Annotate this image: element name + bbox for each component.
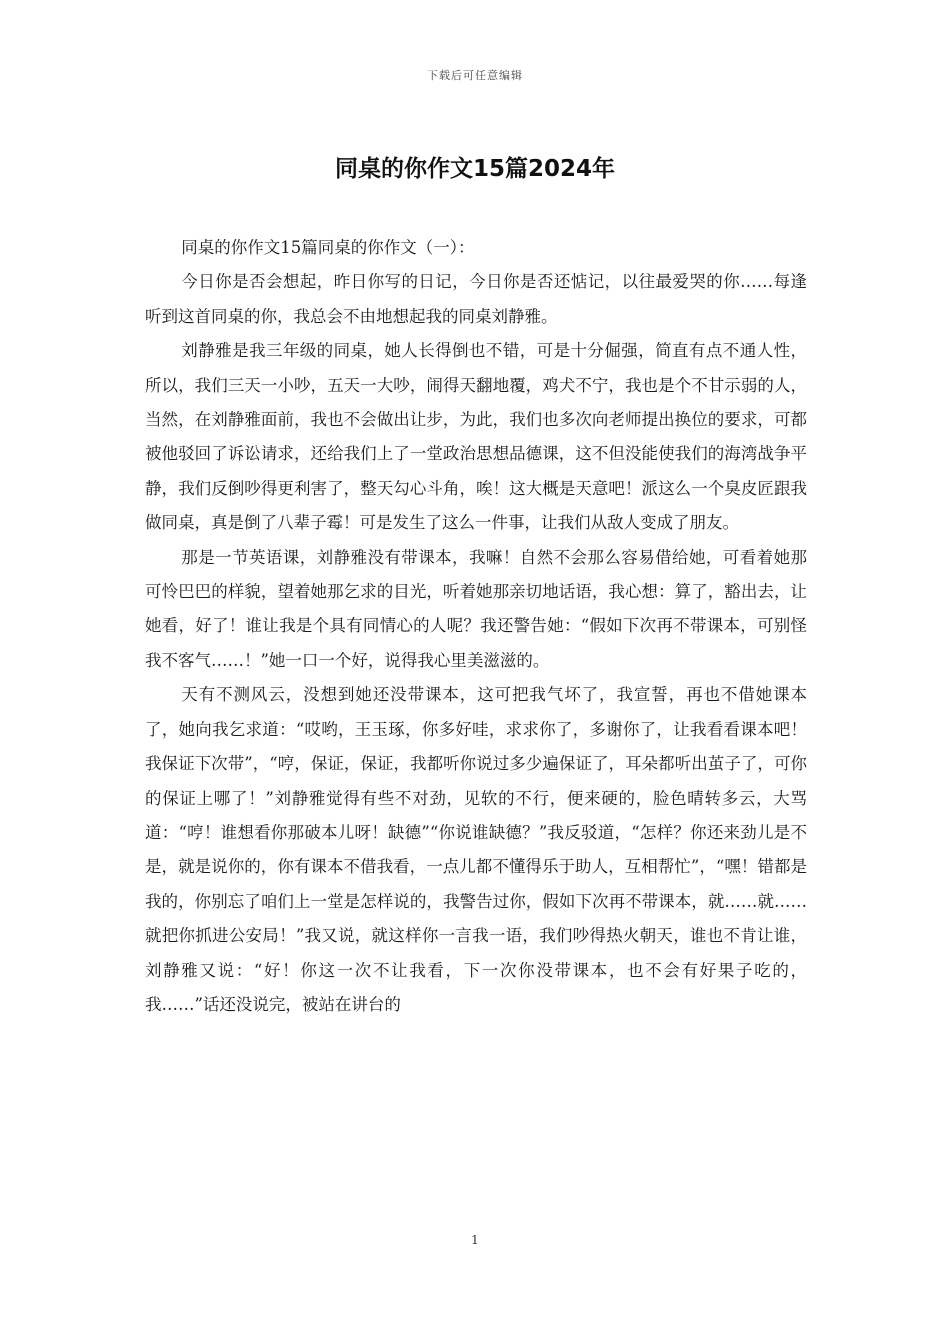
- paragraph: 天有不测风云，没想到她还没带课本，这可把我气坏了，我宣誓，再也不借她课本了，她向我乞求道：“哎哟，王玉琢，你多好哇，求求你了，多谢你了，让我看看课本吧！我保证下次带”，“哼，保证，保证，我都听你说过多少遍保证了，耳朵都听出茧子了，可你的保证上哪了！”刘静雅觉得有些不对劲，见软的不行，便来硬的，脸色晴转多云，大骂道：“哼！谁想看你那破本儿呀！缺德”“你说谁缺德？”我反驳道，“怎样？你还来劲儿是不是，就是说你的，你有课本不借我看，一点儿都不懂得乐于助人，互相帮忙”，“嘿！错都是我的，你别忘了咱们上一堂是怎样说的，我警告过你，假如下次再不带课本，就……就……就把你抓进公安局！”我又说，就这样你一言我一语，我们吵得热火朝天，谁也不肯让谁，刘静雅又说：“好！你这一次不让我看，下一次你没带课本，也不会有好果子吃的，我……”话还没说完，被站在讲台的: [145, 685, 807, 1014]
- document-title: 同桌的你作文15篇2024年: [334, 156, 616, 182]
- header-note: 下载后可任意编辑: [427, 69, 523, 82]
- page-number: 1: [471, 1233, 479, 1247]
- paragraph: 那是一节英语课，刘静雅没有带课本，我嘛！自然不会那么容易借给她，可看着她那可怜巴巴的样貌，望着她那乞求的目光，听着她那亲切地话语，我心想：算了，豁出去，让她看，好了！谁让我是个具有同情心的人呢？我还警告她：“假如下次再不带课本，可别怪我不客气……！”她一口一个好，说得我心里美滋滋的。: [145, 547, 807, 670]
- paragraph: 刘静雅是我三年级的同桌，她人长得倒也不错，可是十分倔强，简直有点不通人性，所以，我们三天一小吵，五天一大吵，闹得天翻地覆，鸡犬不宁，我也是个不甘示弱的人，当然，在刘静雅面前，我也不会做出让步，为此，我们也多次向老师提出换位的要求，可都被他驳回了诉讼请求，还给我们上了一堂政治思想品德课，这不但没能使我们的海湾战争平静，我们反倒吵得更利害了，整天勾心斗角，唉！这大概是天意吧！派这么一个臭皮匠跟我做同桌，真是倒了八辈子霉！可是发生了这么一件事，让我们从敌人变成了朋友。: [145, 341, 807, 533]
- paragraph: 今日你是否会想起，昨日你写的日记，今日你是否还惦记，以往最爱哭的你……每逢听到这首同桌的你，我总会不由地想起我的同桌刘静雅。: [145, 272, 807, 326]
- paragraph-subtitle: 同桌的你作文15篇同桌的你作文（一）：: [181, 238, 475, 257]
- essay-body: [145, 231, 807, 1022]
